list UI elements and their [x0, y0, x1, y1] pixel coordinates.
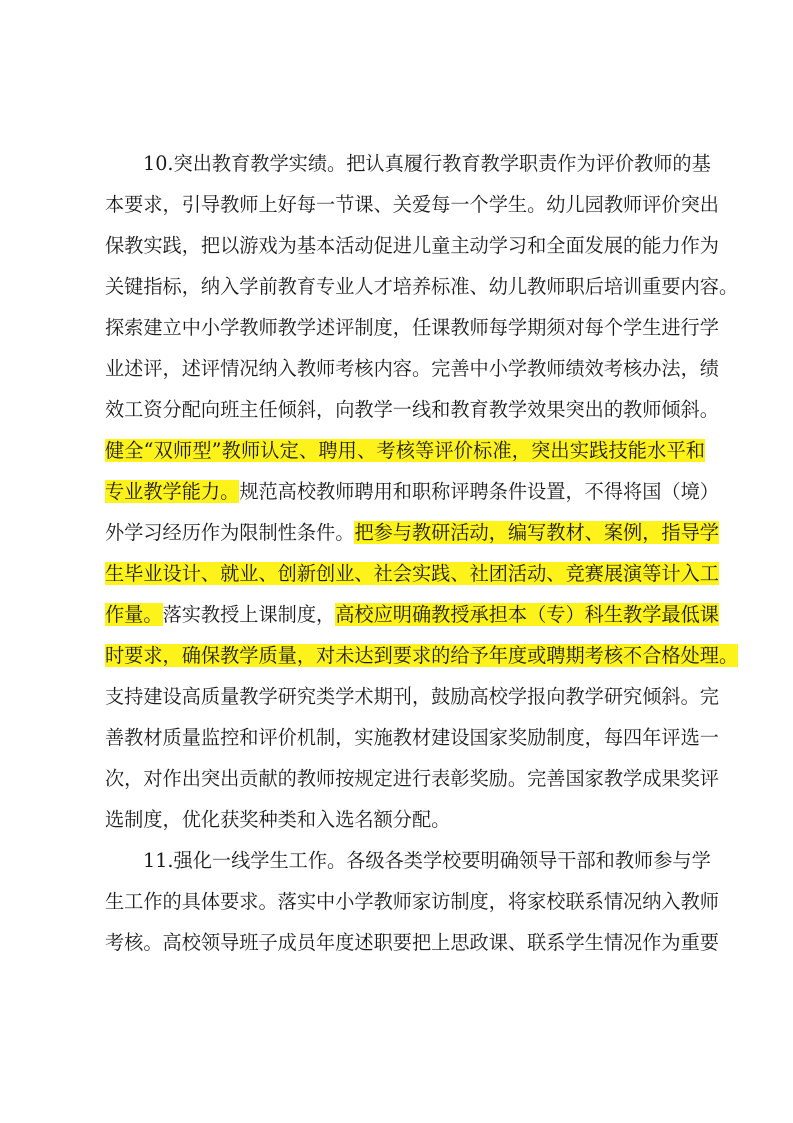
text-line	[105, 348, 719, 389]
paragraph	[105, 143, 739, 840]
text-line	[105, 676, 719, 717]
text-line	[105, 512, 719, 553]
highlighted-text: 专业教学能力。	[105, 480, 240, 503]
text-line	[105, 635, 739, 676]
text-segment: 外学习经历作为限制性条件。	[105, 521, 355, 544]
text-segment: 选制度，优化获奖种类和入选名额分配。	[105, 808, 451, 831]
text-segment: 11.强化一线学生工作。各级各类学校要明确领导干部和教师参与学	[143, 849, 711, 872]
text-segment: 生工作的具体要求。落实中小学教师家访制度，将家校联系情况纳入教师	[105, 890, 719, 913]
highlighted-text: 高校应明确教授承担本（专）科生教学最低课	[335, 603, 719, 626]
text-segment: 次，对作出突出贡献的教师按规定进行表彰奖励。完善国家教学成果奖评	[105, 767, 719, 790]
text-line	[105, 225, 719, 266]
text-line	[105, 881, 719, 922]
text-segment: 考核。高校领导班子成员年度述职要把上思政课、联系学生情况作为重要	[105, 931, 719, 954]
text-line	[105, 307, 719, 348]
text-segment: 探索建立中小学教师教学述评制度，任课教师每学期须对每个学生进行学	[105, 316, 719, 339]
highlighted-text: 把参与教研活动，编写教材、案例，指导学	[354, 521, 719, 544]
text-line	[105, 143, 711, 184]
text-line	[105, 840, 711, 881]
text-line	[105, 266, 739, 307]
text-line	[105, 594, 719, 635]
highlighted-text: 生毕业设计、就业、创新创业、社会实践、社团活动、竞赛展演等计入工	[105, 562, 719, 585]
text-line	[105, 758, 719, 799]
text-line	[105, 430, 705, 471]
text-line	[105, 717, 719, 758]
highlighted-text: 时要求，确保教学质量，对未达到要求的给予年度或聘期考核不合格处理。	[105, 644, 739, 667]
text-segment: 10.突出教育教学实绩。把认真履行教育教学职责作为评价教师的基	[143, 152, 711, 175]
document-body	[105, 143, 739, 963]
paragraph	[105, 840, 719, 963]
text-line	[105, 471, 719, 512]
text-line	[105, 553, 719, 594]
text-line	[105, 922, 719, 963]
text-line	[105, 389, 719, 430]
highlighted-text: 健全“双师型”教师认定、聘用、考核等评价标准，突出实践技能水平和	[105, 439, 705, 462]
text-segment: 落实教授上课制度，	[162, 603, 336, 626]
text-line	[105, 184, 719, 225]
text-segment: 业述评，述评情况纳入教师考核内容。完善中小学教师绩效考核办法，绩	[105, 357, 719, 380]
text-segment: 保教实践，把以游戏为基本活动促进儿童主动学习和全面发展的能力作为	[105, 234, 719, 257]
text-segment: 关键指标，纳入学前教育专业人才培养标准、幼儿教师职后培训重要内容。	[105, 275, 739, 298]
text-segment: 善教材质量监控和评价机制，实施教材建设国家奖励制度，每四年评选一	[105, 726, 719, 749]
text-segment: 效工资分配向班主任倾斜，向教学一线和教育教学效果突出的教师倾斜。	[105, 398, 719, 421]
text-segment: 规范高校教师聘用和职称评聘条件设置，不得将国（境）	[239, 480, 719, 503]
text-segment: 本要求，引导教师上好每一节课、关爱每一个学生。幼儿园教师评价突出	[105, 193, 719, 216]
text-line	[105, 799, 705, 840]
highlighted-text: 作量。	[105, 603, 163, 626]
text-segment: 支持建设高质量教学研究类学术期刊，鼓励高校学报向教学研究倾斜。完	[105, 685, 719, 708]
